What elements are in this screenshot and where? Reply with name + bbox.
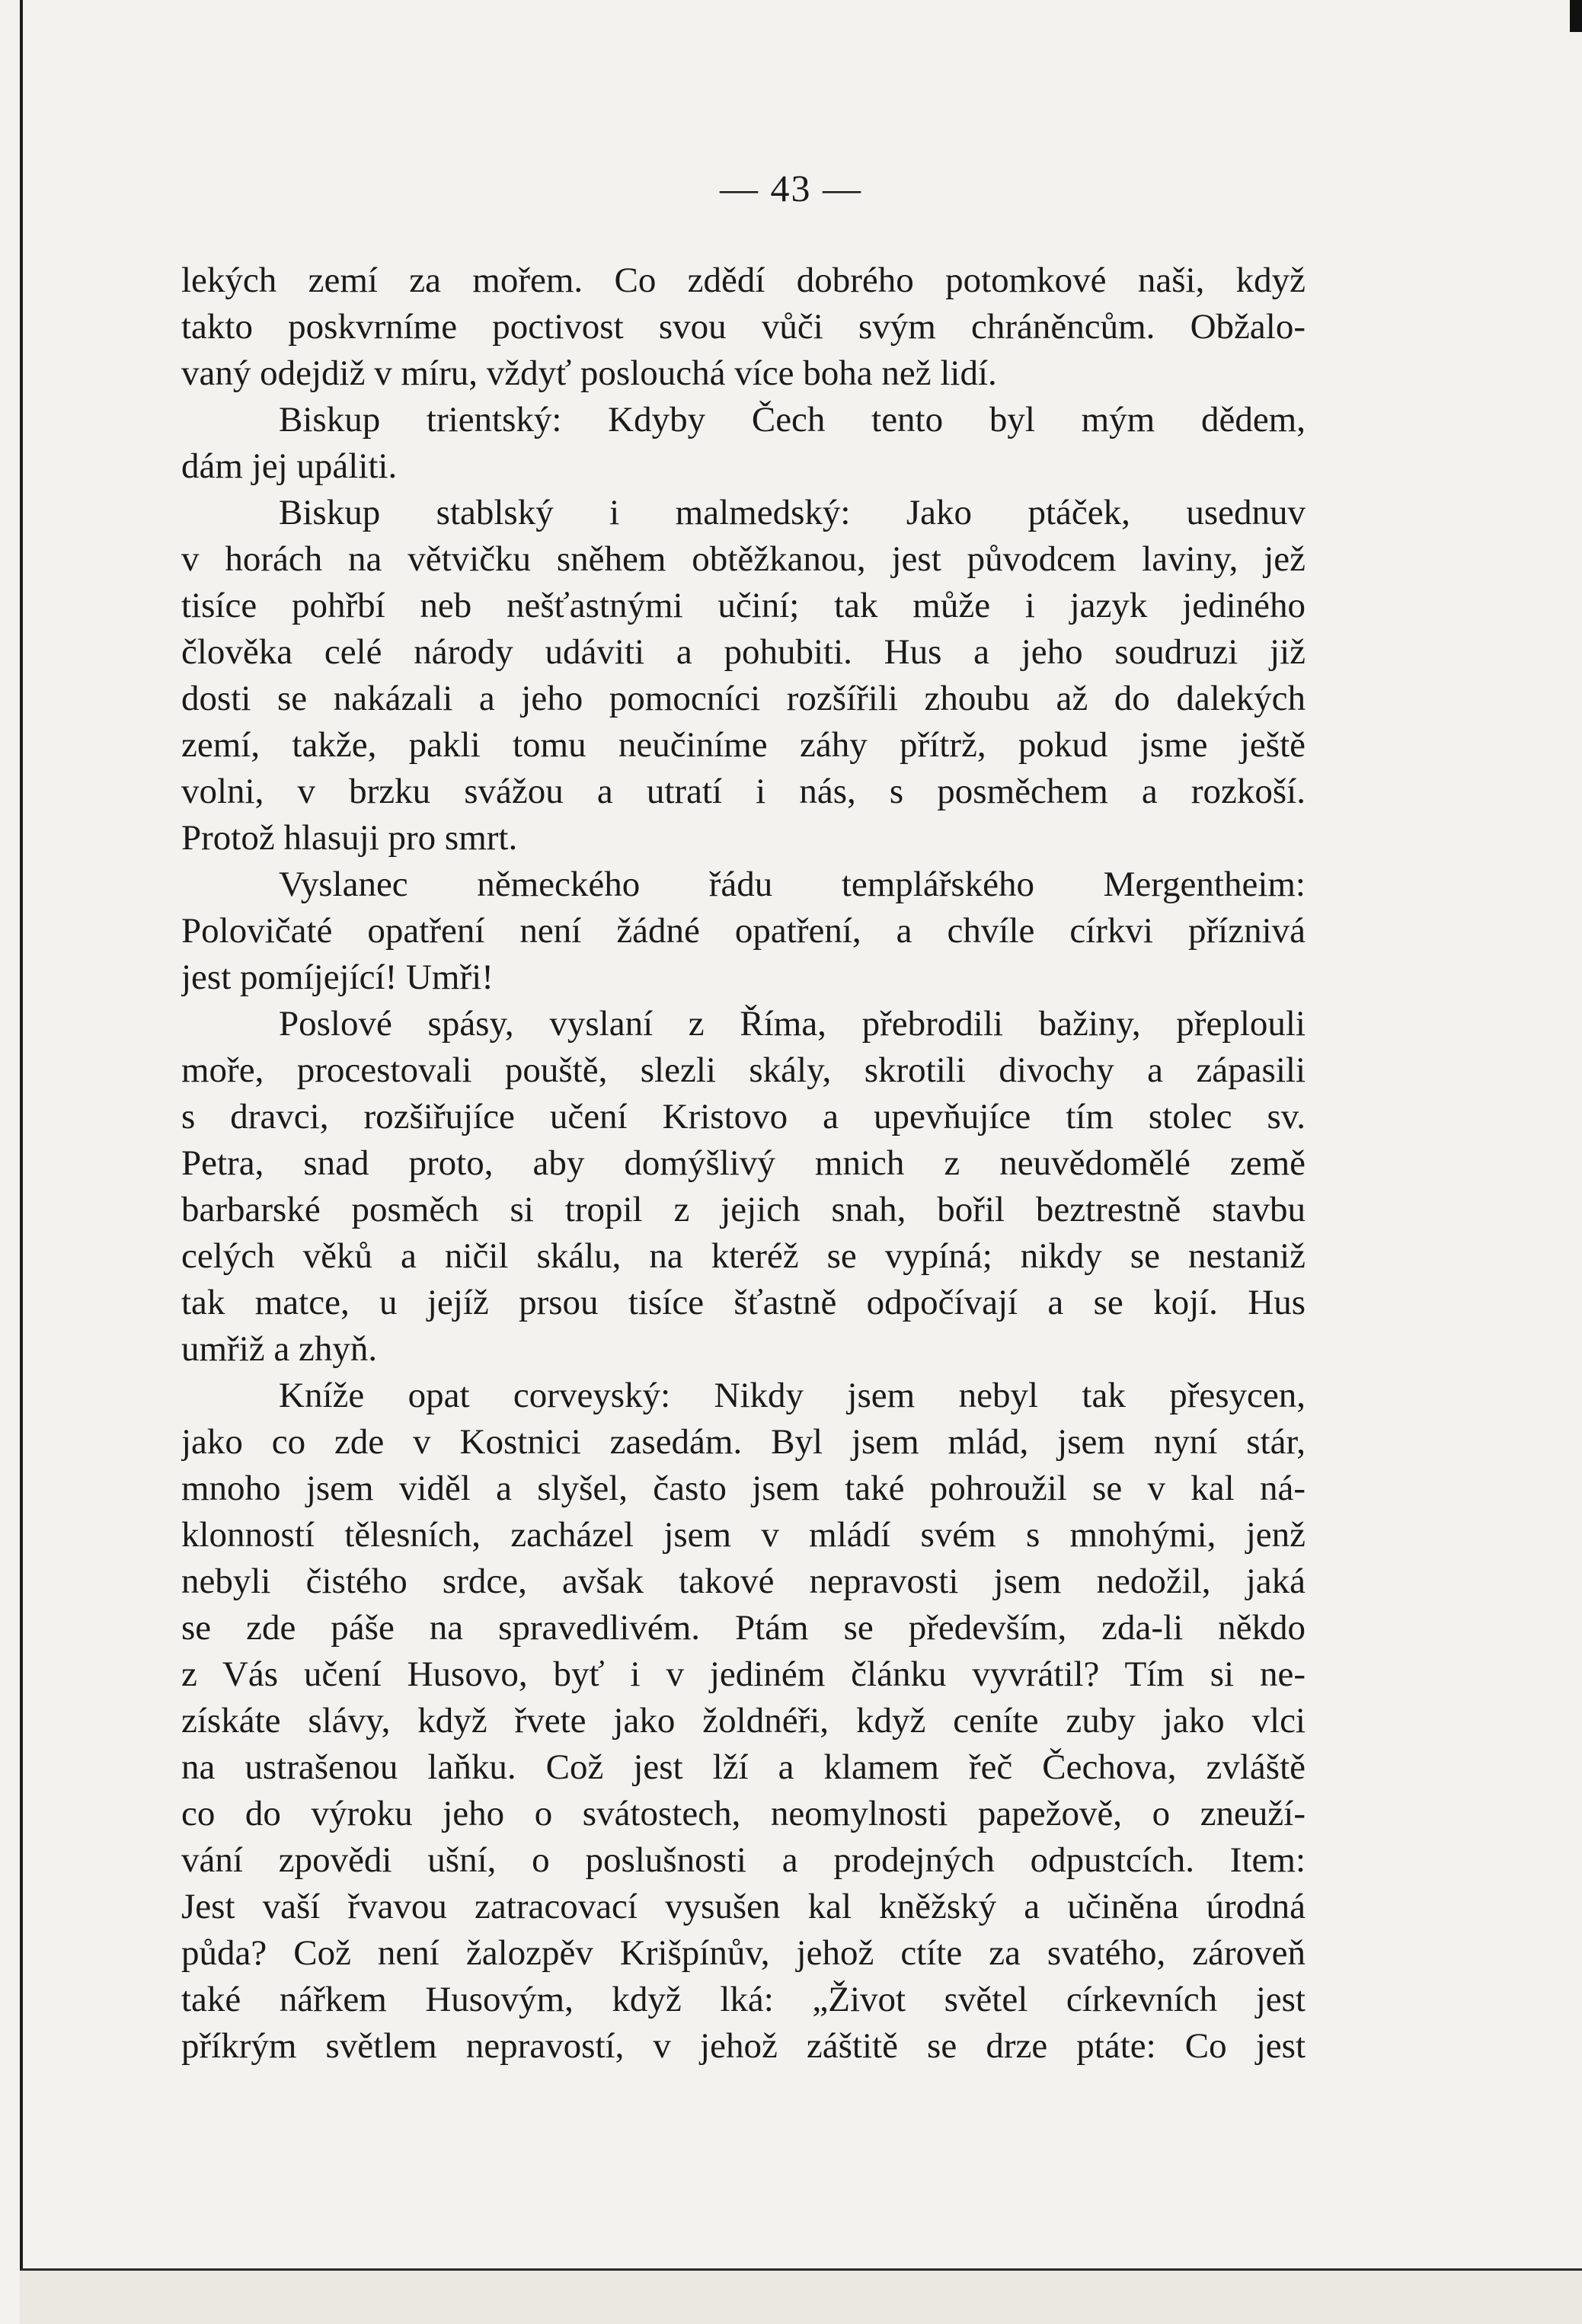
text-line: jako co zde v Kostnici zasedám. Byl jsem mlád, jsem nyní stár, (181, 1422, 1306, 1462)
text-line: získáte slávy, když řvete jako žoldnéři, když ceníte zuby jako vlci (181, 1701, 1306, 1741)
text-line: co do výroku jeho o svátostech, neomylnosti papežově, o zneuží- (181, 1794, 1306, 1833)
text-line: dám jej upáliti. (181, 446, 398, 486)
text-line: dosti se nakázali a jeho pomocníci rozšířili zhoubu až do dalekých (181, 679, 1306, 718)
text-line: celých věků a ničil skálu, na kteréž se vypíná; nikdy se nestaniž (181, 1236, 1306, 1276)
text-line: se zde páše na spravedlivém. Ptám se především, zda-li někdo (181, 1608, 1306, 1648)
text-line: jest pomíjející! Umři! (181, 957, 494, 997)
text-line: z Vás učení Husovo, byť i v jediném článku vyvrátil? Tím si ne- (181, 1654, 1306, 1694)
text-line: volni, v brzku svážou a utratí i nás, s posměchem a rozkoší. (181, 772, 1306, 811)
text-line: také nářkem Husovým, když lká: „Život světel církevních jest (181, 1980, 1306, 2019)
text-line: klonností tělesních, zacházel jsem v mládí svém s mnohými, jenž (181, 1515, 1306, 1555)
text-line: moře, procestovali pouště, slezli skály, skrotili divochy a zápasili (181, 1050, 1306, 1090)
text-line: Polovičaté opatření není žádné opatření, a chvíle církvi příznivá (181, 911, 1306, 951)
text-line: Kníže opat corveyský: Nikdy jsem nebyl tak přesycen, (279, 1376, 1306, 1415)
text-line: Poslové spásy, vyslaní z Říma, přebrodili bažiny, přeplouli (279, 1004, 1306, 1044)
text-line: Biskup stablský i malmedský: Jako ptáček, usednuv (279, 493, 1306, 532)
page-binding-edge (20, 0, 23, 2270)
text-line: Petra, snad proto, aby domýšlivý mnich z neuvědomělé země (181, 1143, 1306, 1183)
scan-corner-mark (1570, 0, 1582, 32)
page-number: — 43 — (720, 167, 862, 209)
text-line: Jest vaší řvavou zatracovací vysušen kal kněžský a učiněna úrodná (181, 1887, 1306, 1926)
text-line: půda? Což není žalozpěv Krišpínův, jehož ctíte za svatého, zároveň (181, 1933, 1306, 1973)
text-line: umřiž a zhyň. (181, 1329, 378, 1369)
text-line: s dravci, rozšiřujíce učení Kristovo a upevňujíce tím stolec sv. (181, 1097, 1306, 1136)
text-line: mnoho jsem viděl a slyšel, často jsem také pohroužil se v kal ná- (181, 1469, 1306, 1508)
text-line: v horách na větvičku sněhem obtěžkanou, jest původcem laviny, jež (181, 539, 1306, 579)
text-line: takto poskvrníme poctivost svou vůči svým chráněncům. Obžalo- (181, 307, 1306, 347)
text-line: vání zpovědi ušní, o poslušnosti a prodejných odpustcích. Item: (181, 1840, 1306, 1880)
text-line: nebyli čistého srdce, avšak takové nepravosti jsem nedožil, jaká (181, 1562, 1306, 1601)
text-line: barbarské posměch si tropil z jejich snah, bořil beztrestně stavbu (181, 1190, 1306, 1229)
text-line: vaný odejdiž v míru, vždyť poslouchá více boha než lidí. (181, 353, 997, 393)
text-line: člověka celé národy udáviti a pohubiti. Hus a jeho soudruzi již (181, 632, 1306, 672)
text-line: tak matce, u jejíž prsou tisíce šťastně odpočívají a se kojí. Hus (181, 1283, 1306, 1322)
page-bottom-edge (20, 2268, 1582, 2324)
text-line: Protož hlasuji pro smrt. (181, 818, 518, 858)
text-line: příkrým světlem nepravostí, v jehož záštitě se drze ptáte: Co jest (181, 2026, 1306, 2066)
text-line: Vyslanec německého řádu templářského Mergentheim: (279, 865, 1306, 904)
text-line: tisíce pohřbí neb nešťastnými učiní; tak může i jazyk jediného (181, 586, 1306, 625)
text-line: na ustrašenou laňku. Což jest lží a klamem řeč Čechova, zvláště (181, 1747, 1306, 1787)
text-line: zemí, takže, pakli tomu neučiníme záhy přítrž, pokud jsme ještě (181, 725, 1306, 765)
body-text (181, 257, 1306, 2070)
text-line: Biskup trientský: Kdyby Čech tento byl mým dědem, (279, 400, 1306, 440)
text-line: lekých zemí za mořem. Co zdědí dobrého potomkové naši, když (181, 261, 1306, 300)
